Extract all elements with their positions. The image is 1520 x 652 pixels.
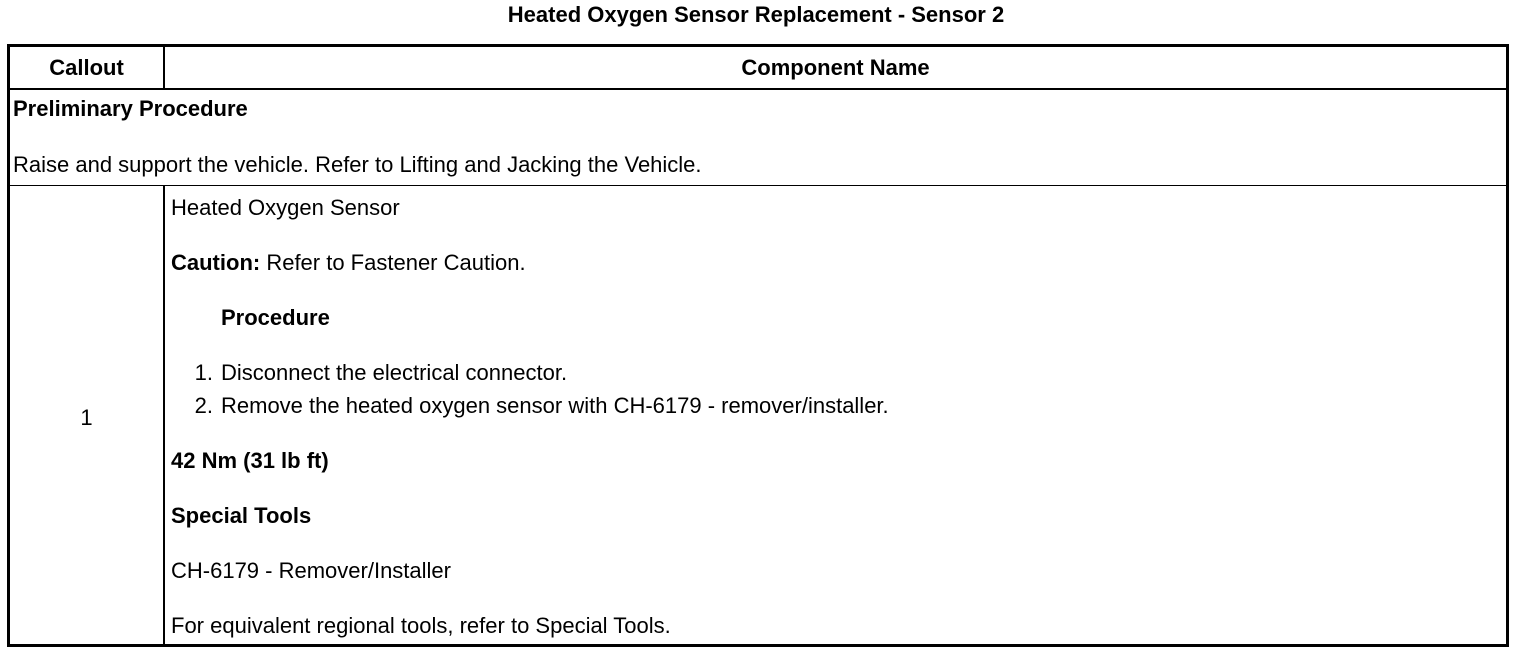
column-header-callout: Callout [10,47,165,88]
procedure-heading: Procedure [221,305,330,330]
step-number: 2. [194,393,213,418]
table-header-row [10,47,1506,90]
special-tools-heading: Special Tools [171,503,312,528]
table-row [10,186,1506,644]
special-tool-item: CH-6179 - Remover/Installer [171,558,451,583]
step-text: Remove the heated oxygen sensor with CH-6179 - remover/installer. [221,393,889,418]
torque-spec: 42 Nm (31 lb ft) [171,448,329,473]
preliminary-procedure-text: Raise and support the vehicle. Refer to Lifting and Jacking the Vehicle. [13,152,702,177]
callout-number: 1 [80,405,93,430]
callout-cell [10,186,165,644]
procedure-step [171,360,567,386]
page-title: Heated Oxygen Sensor Replacement - Sensor 2 [507,2,1005,27]
column-header-component-name: Component Name [741,55,930,80]
component-cell [165,186,1506,644]
caution-line [171,250,526,276]
procedure-table [7,44,1509,647]
regional-tools-note: For equivalent regional tools, refer to Special Tools. [171,613,671,638]
step-number: 1. [194,360,213,385]
step-text: Disconnect the electrical connector. [221,360,568,385]
component-name: Heated Oxygen Sensor [171,195,400,220]
caution-label: Caution: [171,250,261,275]
preliminary-procedure-heading: Preliminary Procedure [13,96,248,121]
procedure-step [171,393,889,419]
preliminary-procedure-row [10,90,1506,186]
caution-text: Refer to Fastener Caution. [260,250,526,275]
